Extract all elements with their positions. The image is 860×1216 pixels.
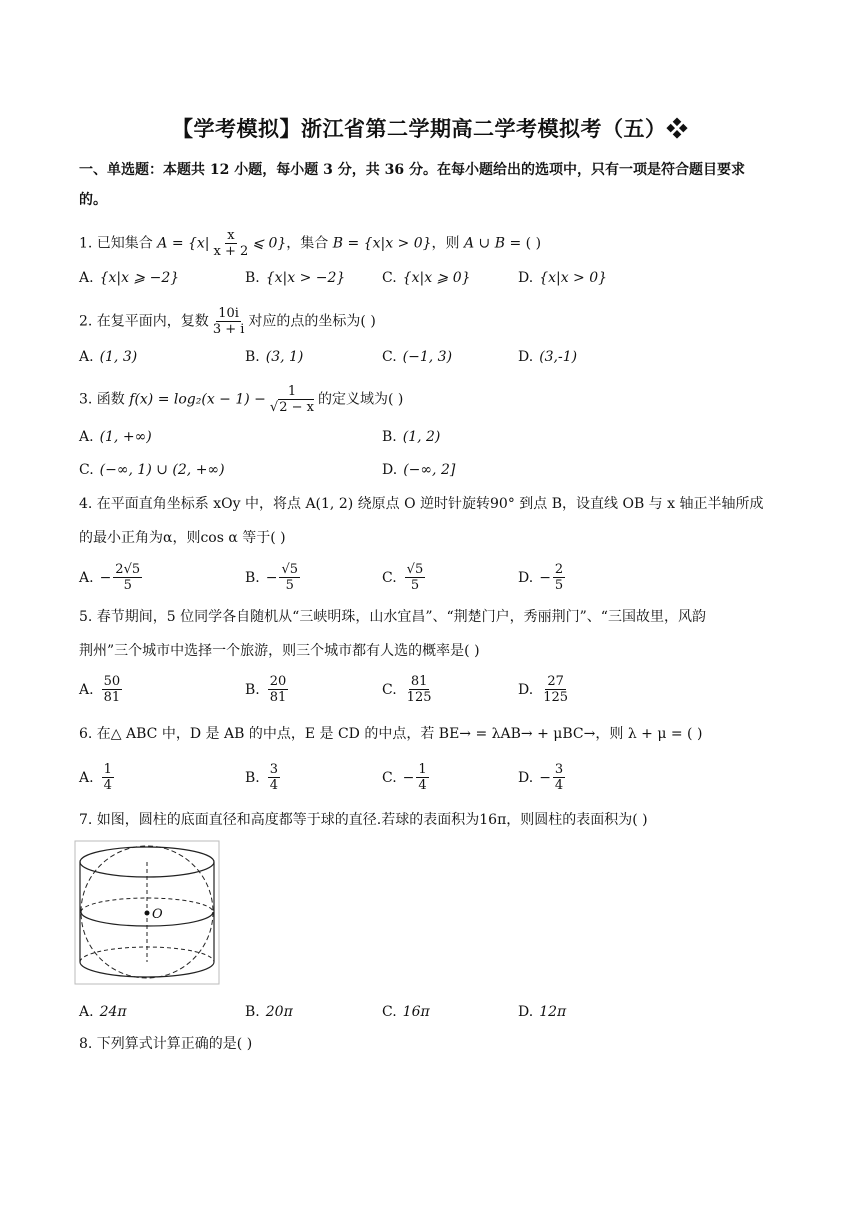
q2-fraction — [211, 306, 247, 337]
option-fraction — [405, 562, 426, 593]
question-2-stem — [79, 306, 376, 337]
cylinder-sphere-figure — [74, 840, 220, 985]
frac-num: 2√5 — [115, 562, 141, 577]
q3-suffix: 的定义域为( ) — [317, 391, 404, 408]
option-label: D. — [518, 1004, 534, 1020]
frac-den: 4 — [269, 778, 279, 793]
option-fraction — [405, 674, 434, 705]
option-label: D. — [518, 681, 534, 698]
frac-num: 3 — [554, 762, 564, 777]
q1-prefix: 1. 已知集合 — [79, 235, 153, 252]
option-label: D. — [518, 569, 534, 586]
option-sign: − — [402, 769, 415, 786]
q6-option-d[interactable] — [518, 762, 567, 793]
option-label: C. — [382, 349, 397, 365]
option-value: 12π — [539, 1004, 567, 1020]
option-fraction — [268, 674, 289, 705]
option-label: B. — [245, 681, 260, 698]
question-7-stem: 7. 如图，圆柱的底面直径和高度都等于球的直径.若球的表面积为16π，则圆柱的表面积为( ) — [79, 812, 648, 828]
option-label: C. — [79, 462, 94, 478]
q5-option-b[interactable] — [245, 674, 290, 705]
q5-option-c[interactable] — [382, 674, 436, 705]
option-fraction — [102, 762, 114, 793]
center-point — [145, 911, 150, 916]
option-value: (1, 3) — [99, 349, 138, 365]
option-label: B. — [245, 1004, 260, 1020]
option-value: (1, +∞) — [99, 429, 152, 445]
q3-option-d[interactable] — [382, 460, 455, 480]
frac-num: 2 — [554, 562, 564, 577]
question-4-stem-line2: 的最小正角为α，则cos α 等于( ) — [79, 530, 286, 546]
option-label: D. — [382, 462, 398, 478]
question-8-stem: 8. 下列算式计算正确的是( ) — [79, 1036, 253, 1052]
option-label: C. — [382, 769, 397, 786]
frac-den: 5 — [410, 578, 420, 593]
option-value: {x|x ⩾ 0} — [402, 270, 471, 286]
frac-den: 125 — [543, 690, 569, 705]
option-fraction — [279, 562, 300, 593]
frac-num: √5 — [281, 562, 299, 577]
option-label: A. — [79, 1004, 94, 1020]
q3-option-b[interactable] — [382, 427, 440, 447]
option-label: A. — [79, 681, 94, 698]
question-6-stem: 6. 在△ ABC 中，D 是 AB 的中点，E 是 CD 的中点，若 BE→ = λAB→ + μBC→，则 λ + μ = ( ) — [79, 726, 703, 742]
option-value: (3,-1) — [539, 349, 578, 365]
option-sign: − — [99, 569, 112, 586]
frac-num: 20 — [269, 674, 287, 689]
question-5-stem-line2: 荆州”三个城市中选择一个旅游，则三个城市都有人选的概率是( ) — [79, 643, 480, 659]
q3-option-c[interactable] — [79, 460, 225, 480]
option-label: D. — [518, 769, 534, 786]
question-5-stem-line1: 5. 春节期间，5 位同学各自随机从“三峡明珠，山水宜昌”、“荆楚门户，秀丽荆门”、“三国故里，风韵 — [79, 609, 706, 625]
q4-option-b[interactable] — [245, 562, 302, 593]
q3-frac-den: 2 − x — [279, 400, 314, 415]
frac-num: 27 — [547, 674, 564, 689]
option-value: (−∞, 1) ∪ (2, +∞) — [99, 462, 225, 478]
q3-option-a[interactable] — [79, 427, 152, 447]
q1-set-b: B = {x|x > 0} — [332, 235, 432, 252]
section-heading-line2: 的。 — [79, 192, 107, 208]
q2-frac-den: 3 + i — [212, 322, 245, 337]
option-label: A. — [79, 569, 94, 586]
frac-den: 125 — [406, 690, 432, 705]
q2-option-c[interactable] — [382, 347, 452, 367]
frac-den: 81 — [269, 690, 287, 705]
q1-frac-den: x + 2 — [213, 244, 249, 259]
q1-set-a-left: A = {x| — [157, 235, 210, 252]
q2-prefix: 2. 在复平面内，复数 — [79, 313, 209, 330]
q1-then: ，则 — [431, 235, 460, 252]
option-value: (−∞, 2] — [403, 462, 456, 478]
q3-frac-den-wrap: √2 − x — [269, 400, 314, 415]
frac-num: 1 — [103, 762, 112, 777]
q6-option-c[interactable] — [382, 762, 431, 793]
frac-den: 5 — [285, 578, 294, 593]
q7-option-b[interactable] — [245, 1002, 293, 1022]
center-label: O — [152, 907, 163, 922]
q7-option-c[interactable] — [382, 1002, 430, 1022]
option-value: {x|x ⩾ −2} — [99, 270, 180, 286]
q6-option-a[interactable] — [79, 762, 116, 793]
option-fraction — [268, 762, 280, 793]
frac-den: 81 — [103, 690, 121, 705]
option-value: (3, 1) — [265, 349, 304, 365]
q1-set-a-right: ⩽ 0} — [252, 235, 287, 252]
option-label: B. — [245, 769, 260, 786]
q1-option-c[interactable] — [382, 268, 471, 288]
q4-option-a[interactable] — [79, 562, 144, 593]
q3-prefix: 3. 函数 — [79, 391, 125, 408]
q1-fraction — [212, 228, 251, 259]
frac-num: √5 — [406, 562, 424, 577]
option-label: A. — [79, 270, 94, 286]
option-fraction — [553, 562, 565, 593]
cylinder-bottom-front — [80, 962, 214, 977]
q1-option-b[interactable] — [245, 268, 345, 288]
q6-option-b[interactable] — [245, 762, 282, 793]
option-value: (−1, 3) — [402, 349, 453, 365]
frac-den: 4 — [554, 778, 564, 793]
q7-option-d[interactable] — [518, 1002, 566, 1022]
frac-den: 4 — [103, 778, 112, 793]
option-label: B. — [245, 349, 260, 365]
frac-den: 4 — [418, 778, 427, 793]
q5-option-a[interactable] — [79, 674, 124, 705]
option-sign: − — [265, 569, 278, 586]
option-value: {x|x > 0} — [539, 270, 608, 286]
q5-option-d[interactable] — [518, 674, 572, 705]
option-fraction — [553, 762, 565, 793]
option-fraction — [541, 674, 570, 705]
option-fraction — [416, 762, 428, 793]
frac-num: 81 — [410, 674, 428, 689]
frac-den: 5 — [123, 578, 132, 593]
option-value: 24π — [99, 1004, 127, 1020]
option-label: D. — [518, 270, 534, 286]
option-label: B. — [382, 429, 397, 445]
option-value: (1, 2) — [402, 429, 441, 445]
q7-option-a[interactable] — [79, 1002, 127, 1022]
option-label: C. — [382, 1004, 397, 1020]
q1-expr: A ∪ B = — [463, 235, 522, 252]
q1-frac-num: x — [227, 228, 235, 243]
option-label: B. — [245, 569, 260, 586]
option-value: 16π — [402, 1004, 430, 1020]
frac-den: 5 — [554, 578, 564, 593]
option-sign: − — [539, 569, 551, 586]
option-fraction — [113, 562, 142, 593]
question-3-stem — [79, 384, 403, 415]
option-label: A. — [79, 769, 94, 786]
q1-mid: ，集合 — [286, 235, 329, 252]
q4-option-d[interactable] — [518, 562, 567, 593]
option-sign: − — [539, 769, 551, 786]
q1-option-a[interactable] — [79, 268, 179, 288]
q2-frac-num: 10i — [218, 306, 239, 321]
option-label: A. — [79, 349, 94, 365]
q3-fraction — [268, 384, 316, 415]
q1-blank: ( ) — [525, 235, 542, 252]
frac-num: 1 — [418, 762, 427, 777]
q2-suffix: 对应的点的坐标为( ) — [248, 313, 376, 330]
option-label: C. — [382, 569, 397, 586]
frac-num: 3 — [269, 762, 279, 777]
q2-option-d[interactable] — [518, 347, 577, 367]
q3-func: f(x) = log₂(x − 1) − — [129, 391, 266, 408]
option-value: 20π — [265, 1004, 293, 1020]
question-1-stem — [79, 228, 541, 259]
option-label: A. — [79, 429, 94, 445]
option-label: C. — [382, 681, 397, 698]
option-label: C. — [382, 270, 397, 286]
option-value: {x|x > −2} — [265, 270, 346, 286]
frac-num: 50 — [103, 674, 121, 689]
q1-option-d[interactable] — [518, 268, 607, 288]
q2-option-a[interactable] — [79, 347, 137, 367]
option-label: B. — [245, 270, 260, 286]
q4-option-c[interactable] — [382, 562, 427, 593]
q3-frac-num: 1 — [287, 384, 297, 399]
page-title: 【学考模拟】浙江省第二学期高二学考模拟考（五）❖ — [172, 116, 688, 141]
option-label: D. — [518, 349, 534, 365]
section-heading-line1: 一、单选题：本题共 12 小题，每小题 3 分，共 36 分。在每小题给出的选项中，只有一项是符合题目要求 — [79, 162, 745, 178]
question-4-stem-line1: 4. 在平面直角坐标系 xOy 中，将点 A(1, 2) 绕原点 O 逆时针旋转90° 到点 B，设直线 OB 与 x 轴正半轴所成 — [79, 496, 764, 512]
option-fraction — [102, 674, 123, 705]
q2-option-b[interactable] — [245, 347, 303, 367]
cylinder-sphere-svg — [74, 840, 220, 985]
